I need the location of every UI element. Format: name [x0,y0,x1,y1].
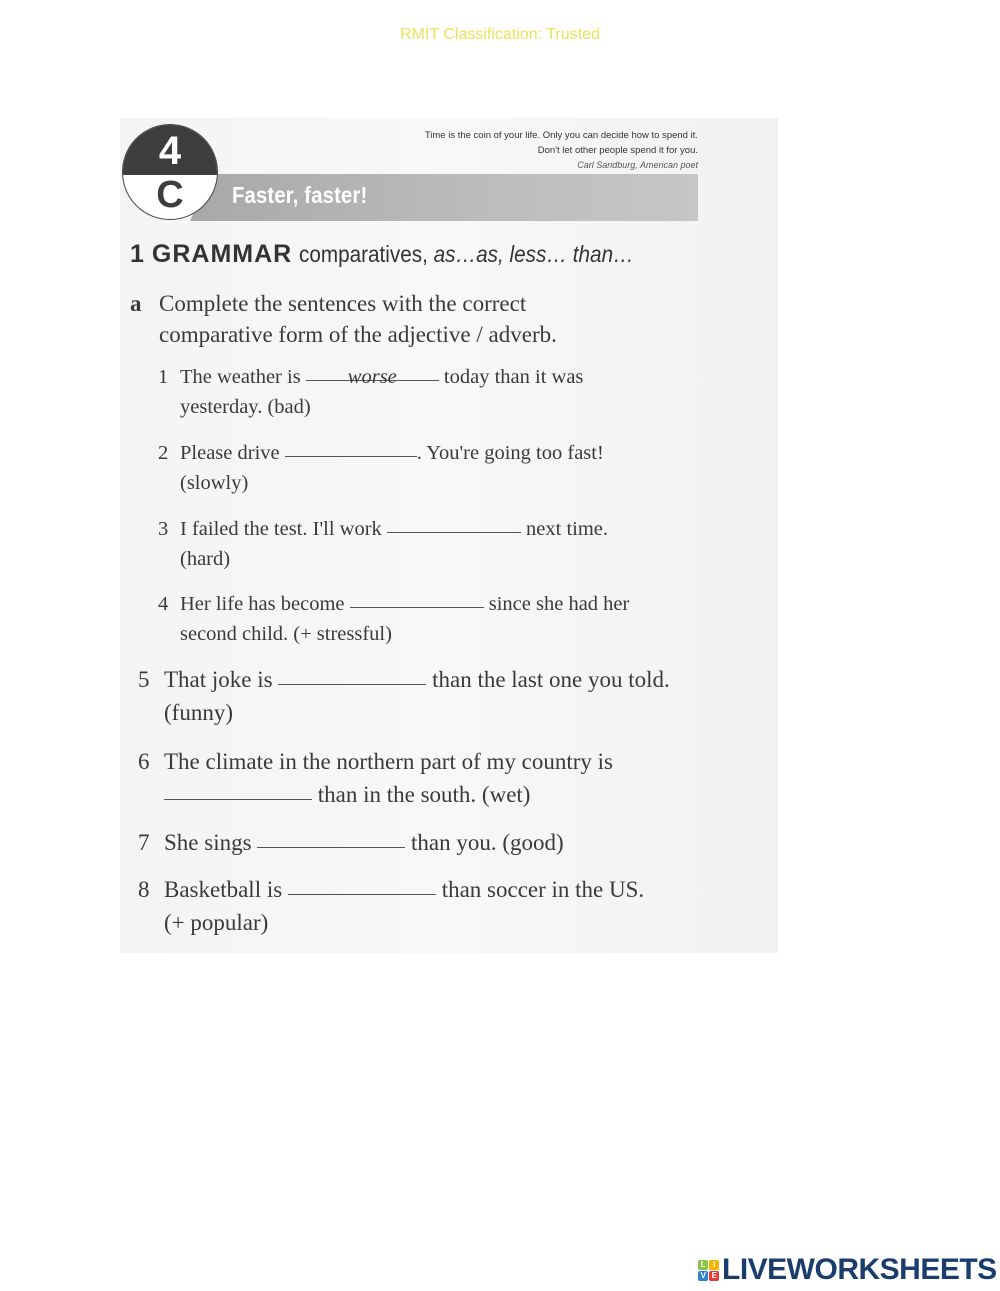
answer-blank-1[interactable] [306,360,439,388]
item-text: That joke is [164,667,273,692]
instruction-line-2: comparative form of the adjective / adverb. [159,322,557,347]
item-text: next time. [526,518,609,540]
section-heading [130,240,671,269]
item-number: 8 [138,877,150,902]
item-text: Please drive [180,442,280,464]
item-text: than in the south. (wet) [317,782,531,807]
exercise-item-4 [158,589,629,649]
item-hint: yesterday. (bad) [180,396,311,418]
section-topic-italic: as…as, less… than… [433,241,634,267]
answer-blank-5[interactable] [278,664,426,685]
quote-line-2: Don't let other people spend it for you. [537,145,698,156]
item-number: 7 [138,830,150,855]
answer-blank-8[interactable] [288,874,436,895]
item-text: She sings [164,830,252,855]
liveworksheets-logo [698,1253,997,1287]
logo-tile: L [698,1260,708,1270]
item-hint: (+ popular) [164,910,269,935]
item-text: Her life has become [180,593,345,615]
quote [425,128,698,173]
exercise-item-2 [158,438,604,498]
exercise-letter: a [130,291,142,316]
exercise-item-6 [138,745,613,811]
answer-blank-4[interactable] [350,587,484,608]
item-text: than you. (good) [411,830,564,855]
logo-tile: E [709,1271,719,1281]
item-hint: (slowly) [180,472,249,494]
exercise-item-5 [138,663,670,729]
quote-line-1: Time is the coin of your life. Only you can decide how to spend it. [424,130,698,141]
item-text: than the last one you told. [432,667,670,692]
unit-letter: C [156,174,184,216]
answer-blank-2[interactable] [285,436,417,457]
item-text: . You're going too fast! [416,442,604,464]
item-text: today than it was [443,366,584,388]
item-text: since she had her [488,593,630,615]
item-number: 5 [138,667,150,692]
section-topic: comparatives, [299,241,429,267]
unit-title: Faster, faster! [232,182,368,208]
item-text: The climate in the northern part of my country is [164,749,614,774]
classification-label: RMIT Classification: Trusted [400,26,600,43]
logo-tile: V [698,1271,708,1281]
instruction-line-1: Complete the sentences with the correct [159,291,527,316]
item-number: 2 [158,442,169,464]
quote-author: Carl Sandburg, American poet [577,160,698,170]
exercise-item-8 [138,873,644,939]
exercise-item-3 [158,514,608,574]
item-number: 4 [158,593,169,615]
worksheet-scan [120,118,778,953]
answer-blank-6[interactable] [164,779,312,800]
exercise-item-1 [158,362,583,422]
item-hint: (hard) [180,548,231,570]
item-text: Basketball is [164,877,283,902]
answer-blank-3[interactable] [387,512,521,533]
item-text: I failed the test. I'll work [180,518,382,540]
item-number: 6 [138,749,150,774]
section-number: 1 [130,240,144,268]
item-number: 3 [158,518,169,540]
item-hint: (funny) [164,700,233,725]
item-text: than soccer in the US. [441,877,645,902]
logo-tile: I [709,1260,719,1270]
answer-text: worse [347,366,397,388]
item-number: 1 [158,366,169,388]
section-label: GRAMMAR [151,240,293,268]
logo-text: LIVEWORKSHEETS [722,1253,997,1286]
item-hint: second child. (+ stressful) [180,623,392,645]
exercise-item-7 [138,826,564,859]
answer-blank-7[interactable] [257,827,405,848]
item-text: The weather is [180,366,301,388]
logo-tiles-icon [698,1260,719,1281]
exercise-instruction [130,288,557,350]
unit-number: 4 [158,129,182,173]
unit-badge [122,124,218,220]
